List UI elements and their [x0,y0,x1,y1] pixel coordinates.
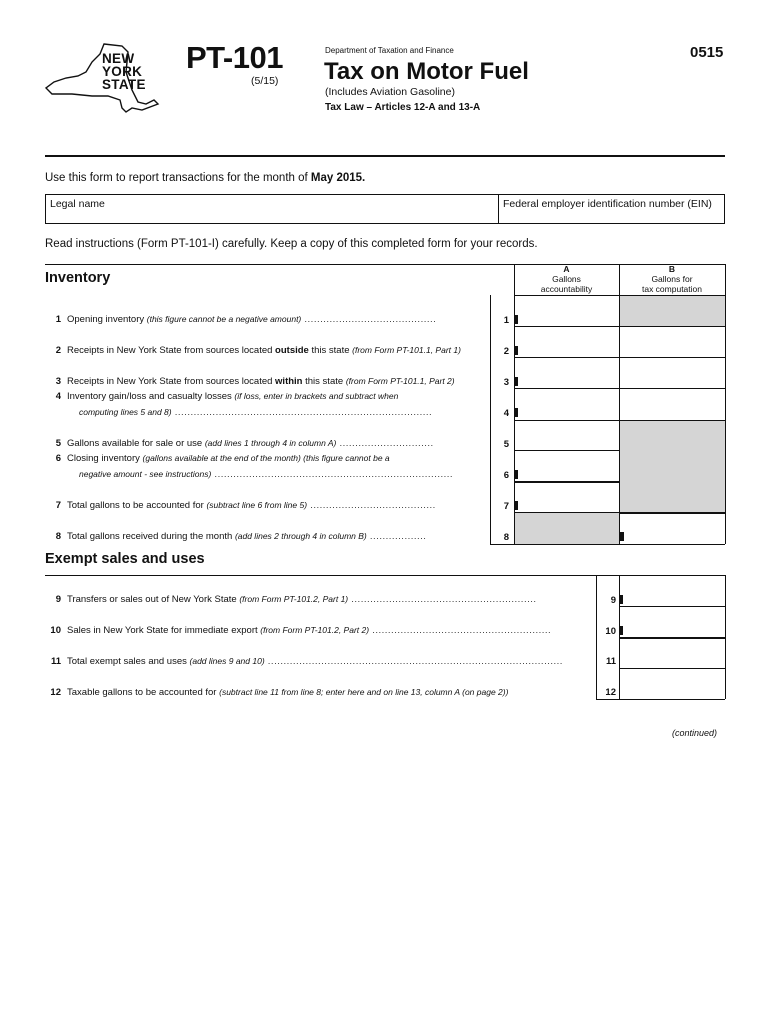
ein-label: Federal employer identification number (EIN) [503,198,712,210]
grid-line [619,606,725,607]
line-5-label: 5 Gallons available for sale or use (add lines 1 through 4 in column A) .............................. [55,438,434,449]
grid-line [514,420,725,421]
box-number-7: 7 [503,501,509,512]
line-6-label: 6 Closing inventory (gallons available at the end of the month) (this figure cannot be a [55,453,390,464]
line-8-column-b-input[interactable] [625,514,724,543]
line-4-column-a-input[interactable] [519,390,618,419]
box-number-9: 9 [610,595,616,606]
grid-line [514,512,725,513]
box-number-8: 8 [503,532,509,543]
line-4-label: 4 Inventory gain/loss and casualty losses (if loss, enter in brackets and subtract when [55,391,399,402]
box-number-3: 3 [503,377,509,388]
form-subtitle: (Includes Aviation Gasoline) [325,86,455,98]
line-10-label: 10 Sales in New York State for immediate export (from Form PT-101.2, Part 2) ......................................................... [50,625,552,636]
grid-line [514,450,619,451]
box-number-1: 1 [503,315,509,326]
line-6-label-cont: negative amount - see instructions) ............................................................................ [79,469,454,480]
intro-text: Use this form to report transactions for the month of May 2015. [45,172,366,184]
line-3-label: 3 Receipts in New York State from sources located within this state (from Form PT-101.1, Part 2) [55,376,455,387]
grid-line [596,575,597,699]
grid-line [514,481,619,483]
line-11-label: 11 Total exempt sales and uses (add lines 9 and 10) .............................................................................................. [50,656,563,667]
revision-date: (5/15) [251,75,279,87]
line-3-column-b-input[interactable] [621,359,724,387]
line-8-label: 8 Total gallons received during the month (add lines 2 through 4 in column B) .................. [55,531,427,542]
grid-line [514,326,725,327]
ein-field[interactable] [498,194,725,224]
legal-name-field[interactable] [45,194,499,224]
line-3-column-a-input[interactable] [519,359,618,387]
column-a-header: A Gallons accountability [540,264,593,294]
line-7-column-a-input[interactable] [519,484,618,511]
line-4-label-cont: computing lines 5 and 8) .................................................................................. [79,407,433,418]
department-name: Department of Taxation and Finance [325,46,454,55]
box-number-4: 4 [503,408,509,419]
grid-line [619,668,725,669]
exempt-title: Exempt sales and uses [45,551,205,567]
shaded-cell-1b [620,296,725,327]
line-11-input[interactable] [625,640,724,667]
form-number: PT-101 [186,40,283,75]
state-name: NEW YORK STATE [102,51,146,92]
box-number-11: 11 [605,656,616,667]
grid-line [514,388,725,389]
continued-note: (continued) [672,728,718,738]
line-12-input[interactable] [625,670,724,698]
entry-marker [514,346,518,355]
grid-line [725,575,726,699]
header-divider [45,155,725,157]
line-6-column-a-input[interactable] [519,452,618,480]
line-7-label: 7 Total gallons to be accounted for (subtract line 6 from line 5) ........................................ [55,500,436,511]
shaded-cell-5-7b [620,420,725,514]
line-12-label: 12 Taxable gallons to be accounted for (subtract line 11 from line 8; enter here and on line 13, column A (on page 2)) [50,687,509,698]
read-instructions: Read instructions (Form PT-101-I) carefully. Keep a copy of this completed form for your records. [45,238,538,250]
entry-marker [514,470,518,479]
legal-name-label: Legal name [50,198,105,210]
box-number-2: 2 [503,346,509,357]
grid-line [514,357,725,358]
grid-line [490,544,725,545]
box-number-10: 10 [605,626,616,637]
entry-marker [514,408,518,417]
line-2-label: 2 Receipts in New York State from sources located outside this state (from Form PT-101.1, Part 1) [55,345,461,356]
grid-line [596,699,725,700]
entry-marker [619,595,623,604]
line-9-input[interactable] [625,577,724,605]
line-10-input[interactable] [625,608,724,636]
form-code: 0515 [690,44,724,61]
line-2-column-a-input[interactable] [519,328,618,356]
grid-line [619,637,725,639]
inventory-title: Inventory [45,270,111,286]
exempt-top-rule [45,575,725,576]
line-1-label: 1 Opening inventory (this figure cannot be a negative amount) .......................................... [55,314,437,325]
box-number-5: 5 [503,439,509,450]
entry-marker [514,315,518,324]
line-5-column-a-input[interactable] [519,422,618,449]
entry-marker [514,501,518,510]
line-4-column-b-input[interactable] [621,390,724,419]
entry-marker [619,626,623,635]
shaded-cell-8a [515,513,619,544]
line-9-label: 9 Transfers or sales out of New York State (from Form PT-101.2, Part 1) ........................................................... [55,594,537,605]
tax-law-reference: Tax Law – Articles 12-A and 13-A [325,102,481,113]
column-b-header: B Gallons for tax computation [641,264,702,294]
entry-marker [620,532,624,541]
grid-line [725,264,726,544]
line-2-column-b-input[interactable] [621,328,724,356]
form-title: Tax on Motor Fuel [324,58,529,85]
box-number-6: 6 [503,470,509,481]
reporting-month: May 2015. [310,172,366,184]
entry-marker [514,377,518,386]
line-1-column-a-input[interactable] [519,297,618,325]
box-number-12: 12 [605,687,616,698]
